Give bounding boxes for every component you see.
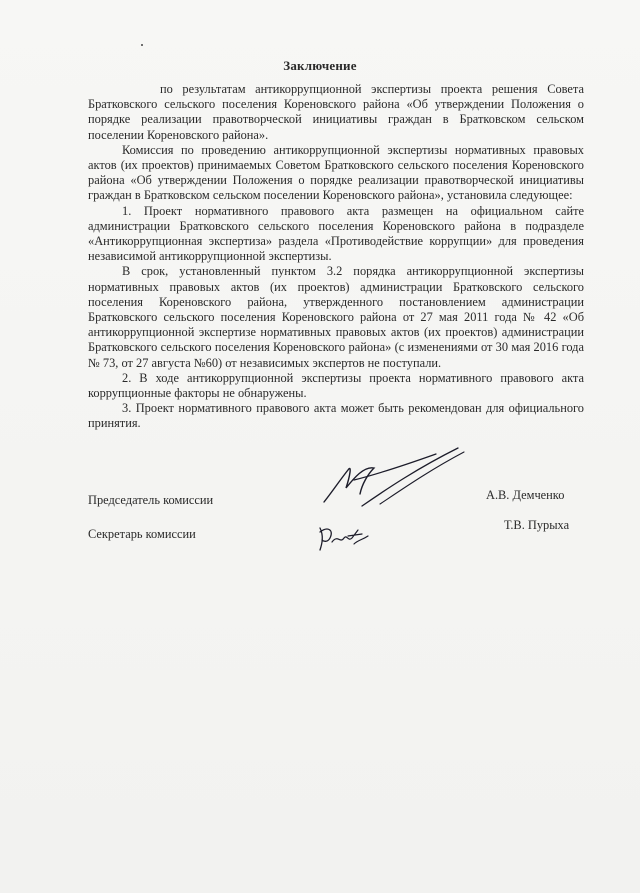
secretary-name: Т.В. Пурыха xyxy=(504,518,570,532)
document-title: Заключение xyxy=(283,58,357,73)
paragraph-1: 1. Проект нормативного правового акта размещен на официальном сайте администрации Братковского сельского поселения Кореновского района в подразделе «Антикоррупционная экспертиза» раздела «Противодействие коррупции» для проведения независимой антикоррупционной экспертизы. xyxy=(88,203,584,264)
paragraph-commission: Комиссия по проведению антикоррупционной экспертизы нормативных правовых актов (их проектов) принимаемых Советом Братковского сельского поселения Кореновского района «Об утверждении Положения о порядке реализации правотворческой инициативы граждан в Братковском сельском поселении Кореновского района», установила следующее: xyxy=(88,142,584,203)
document-body xyxy=(88,82,584,432)
intro-paragraph: по результатам антикоррупционной экспертизы проекта решения Совета Братковского сельского поселения Кореновского района «Об утверждении Положения о порядке реализации правотворческой инициативы граждан в Братковском сельском поселении Кореновского района». xyxy=(88,82,584,142)
paragraph-term: В срок, установленный пунктом 3.2 порядка антикоррупционной экспертизы нормативных правовых актов (их проектов) администрации Братковского сельского поселения Кореновского района, утвержденного постановлением администрации Братковского сельского поселения Кореновского района от 27 мая 2011 года № 42 «Об антикоррупционной экспертизе нормативных правовых актов (их проектов) администрации Братковского сельского поселения Кореновского района» (с изменениями от 30 мая 2016 года № 73, от 27 августа №60) от независимых экспертов не поступали. xyxy=(88,264,584,370)
scan-speck xyxy=(141,44,143,46)
chair-role: Председатель комиссии xyxy=(88,493,214,507)
chair-name: А.В. Демченко xyxy=(486,488,565,502)
chair-signature xyxy=(318,444,468,512)
secretary-role: Секретарь комиссии xyxy=(88,527,196,541)
paragraph-3: 3. Проект нормативного правового акта может быть рекомендован для официального принятия. xyxy=(88,401,584,431)
secretary-signature xyxy=(314,520,372,554)
paragraph-2: 2. В ходе антикоррупционной экспертизы проекта нормативного правового акта коррупционные факторы не обнаружены. xyxy=(88,370,584,401)
